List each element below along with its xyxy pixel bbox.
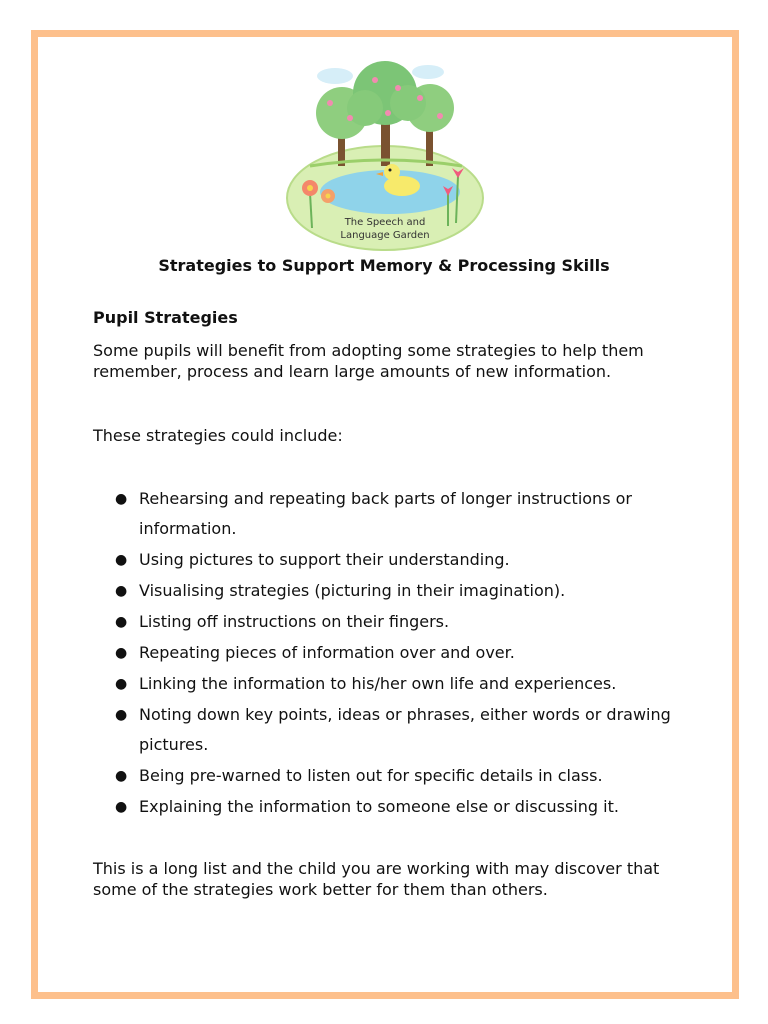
bullet-icon: ● xyxy=(115,614,128,630)
list-item xyxy=(115,576,689,606)
bullet-icon: ● xyxy=(115,676,128,692)
list-item xyxy=(115,638,689,668)
intro-paragraph: Some pupils will benefit from adopting some strategies to help them remember, process and learn large amounts of new information. xyxy=(93,341,644,381)
bullet-icon: ● xyxy=(115,707,128,723)
bullet-icon: ● xyxy=(115,583,128,599)
bullet-icon: ● xyxy=(115,552,128,568)
list-item xyxy=(115,607,689,637)
list-item-text: Visualising strategies (picturing in their imagination). xyxy=(139,581,566,600)
section-heading: Pupil Strategies xyxy=(93,308,238,327)
include-line: These strategies could include: xyxy=(93,426,343,445)
logo-text-line2: Language Garden xyxy=(340,230,430,241)
bullet-icon: ● xyxy=(115,768,128,784)
list-item-text: Explaining the information to someone else or discussing it. xyxy=(139,797,619,816)
logo-text-line1: The Speech and xyxy=(344,217,426,228)
closing-paragraph: This is a long list and the child you are working with may discover that some of the strategies work better for them than others. xyxy=(93,859,660,899)
list-item-text: Being pre-warned to listen out for specific details in class. xyxy=(139,766,603,785)
speech-language-garden-logo xyxy=(280,58,490,254)
list-item-text: Noting down key points, ideas or phrases, either words or drawing pictures. xyxy=(139,705,671,754)
strategy-list xyxy=(115,484,689,823)
list-item xyxy=(115,792,689,822)
list-item xyxy=(115,700,689,760)
list-item-text: Listing off instructions on their fingers. xyxy=(139,612,450,631)
list-item-text: Rehearsing and repeating back parts of longer instructions or information. xyxy=(139,489,632,538)
list-item-text: Repeating pieces of information over and over. xyxy=(139,643,515,662)
logo-illustration xyxy=(280,58,490,254)
list-item xyxy=(115,761,689,791)
list-item xyxy=(115,669,689,699)
list-item-text: Linking the information to his/her own life and experiences. xyxy=(139,674,617,693)
list-item-text: Using pictures to support their understanding. xyxy=(139,550,510,569)
bullet-icon: ● xyxy=(115,491,128,507)
bullet-icon: ● xyxy=(115,645,128,661)
list-item xyxy=(115,545,689,575)
document-title: Strategies to Support Memory & Processing Skills xyxy=(158,256,610,275)
list-item xyxy=(115,484,689,544)
bullet-icon: ● xyxy=(115,799,128,815)
